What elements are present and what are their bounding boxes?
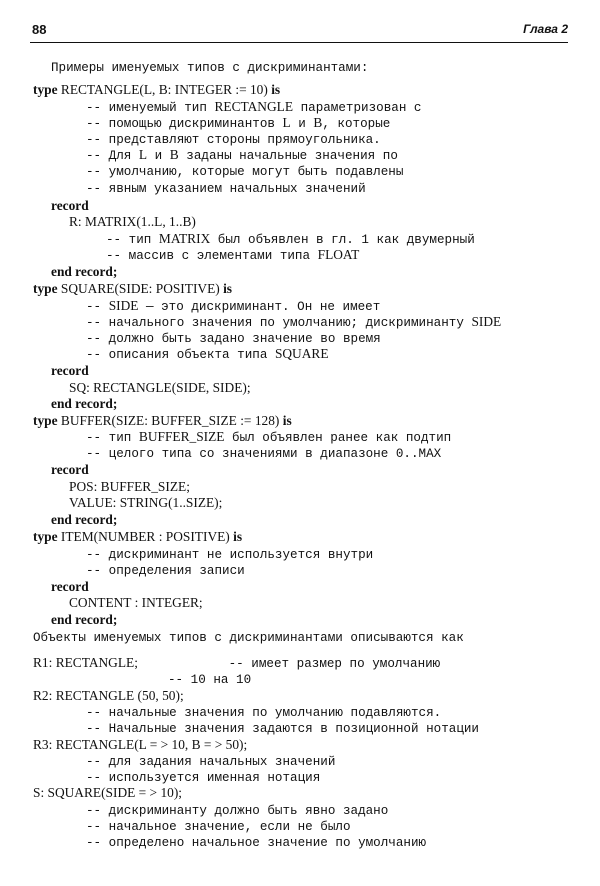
code-text: S: SQUARE(SIDE = > 10); (33, 785, 183, 800)
code-line (33, 738, 247, 751)
code-line (33, 786, 182, 799)
code-line (86, 803, 388, 818)
code-line (33, 689, 184, 702)
code-text: ITEM(NUMBER : POSITIVE) (57, 529, 234, 544)
comment-text: -- явным указанием начальных значений (86, 182, 366, 196)
code-text: R2: RECTANGLE (50, 50); (33, 688, 184, 703)
code-text: VALUE: STRING(1..SIZE); (69, 495, 223, 510)
comment-text: -- определения записи (86, 564, 245, 578)
code-line (33, 656, 440, 671)
comment-text: -- дискриминанту должно быть явно задано (86, 804, 389, 818)
code-line (86, 347, 329, 362)
keyword: is (223, 281, 233, 296)
page-number: 88 (32, 22, 47, 37)
comment-text: -- начальные значения по умолчанию подавляются. (86, 706, 442, 720)
comment-text: был объявлен ранее как подтип (224, 431, 452, 445)
keyword: record (51, 363, 89, 378)
code-line (51, 60, 368, 75)
code-text: B (313, 115, 323, 130)
code-text: BUFFER(SIZE: BUFFER_SIZE := 128) (57, 413, 283, 428)
code-text: R: MATRIX(1..L, 1..B) (69, 214, 196, 229)
comment-text: -- Начальные значения задаются в позиционной нотации (86, 722, 479, 736)
code-line (86, 148, 398, 163)
code-line (86, 315, 501, 330)
code-text: RECTANGLE(L, B: INTEGER := 10) (57, 82, 272, 97)
code-line (51, 364, 89, 377)
code-line (86, 116, 390, 131)
comment-text: параметризован с (293, 101, 422, 115)
code-line (86, 721, 479, 736)
code-text: L (138, 147, 148, 162)
code-line (86, 181, 366, 196)
keyword: record (51, 198, 89, 213)
keyword: end record; (51, 264, 118, 279)
code-text: SQUARE(SIDE: POSITIVE) (57, 281, 224, 296)
code-text: R3: RECTANGLE(L = > 10, B = > 50); (33, 737, 248, 752)
comment-text: -- для задания начальных значений (86, 755, 336, 769)
code-line (86, 430, 451, 445)
code-line (86, 770, 320, 785)
comment-text: -- помощью дискриминантов (86, 117, 283, 131)
keyword: record (51, 462, 89, 477)
comment-text: заданы начальные значения по (178, 149, 398, 163)
code-line (86, 446, 441, 461)
comment-text: , которые (322, 117, 391, 131)
keyword: record (51, 579, 89, 594)
code-text: CONTENT : INTEGER; (69, 595, 203, 610)
code-line (86, 331, 381, 346)
code-line (168, 672, 251, 687)
code-line (33, 83, 280, 96)
code-line (86, 299, 380, 314)
comment-text: Объекты именуемых типов с дискриминантами описываются как (33, 631, 464, 645)
comment-text: -- представляют стороны прямоугольника. (86, 133, 381, 147)
code-line (33, 530, 242, 543)
code-line (33, 414, 292, 427)
comment-text: был объявлен в гл. 1 как двумерный (210, 233, 475, 247)
comment-text: -- тип (106, 233, 159, 247)
code-line (51, 199, 89, 212)
comment-text: -- используется именная нотация (86, 771, 321, 785)
code-line (86, 563, 245, 578)
keyword: type (33, 82, 58, 97)
keyword: type (33, 413, 58, 428)
code-text: SQ: RECTANGLE(SIDE, SIDE); (69, 380, 251, 395)
code-text: SIDE (108, 298, 139, 313)
code-text: SQUARE (274, 346, 329, 361)
comment-text: -- целого типа со значениями в диапазоне 0..MAX (86, 447, 442, 461)
comment-text: -- тип (86, 431, 139, 445)
code-line (51, 463, 89, 476)
comment-text: и (147, 149, 170, 163)
code-line (86, 164, 403, 179)
chapter-label: Глава 2 (523, 22, 568, 36)
keyword: end record; (51, 512, 118, 527)
code-text: BUFFER_SIZE (138, 429, 225, 444)
code-line (33, 630, 464, 645)
code-text: POS: BUFFER_SIZE; (69, 479, 190, 494)
code-line (51, 397, 117, 410)
comment-text: -- массив с элементами типа (106, 249, 318, 263)
code-line (69, 215, 196, 228)
keyword: end record; (51, 612, 118, 627)
code-line (106, 248, 359, 263)
code-line (69, 381, 251, 394)
keyword: type (33, 529, 58, 544)
code-line (51, 513, 117, 526)
code-line (33, 282, 232, 295)
code-line (51, 265, 117, 278)
code-line (51, 580, 89, 593)
comment-text: -- должно быть задано значение во время (86, 332, 381, 346)
code-text: FLOAT (317, 247, 360, 262)
code-line (86, 547, 373, 562)
comment-text: и (290, 117, 314, 131)
comment-text: -- начального значения по умолчанию; дискриминанту (86, 316, 472, 330)
code-line (69, 480, 190, 493)
code-line (51, 613, 117, 626)
comment-text: -- определено начальное значение по умолчанию (86, 836, 427, 850)
keyword: is (271, 82, 281, 97)
comment-text: -- (86, 300, 109, 314)
comment-text: -- умолчанию, которые могут быть подавлены (86, 165, 404, 179)
code-text: SIDE (471, 314, 502, 329)
code-text: R1: RECTANGLE; (33, 655, 138, 670)
code-line (86, 705, 441, 720)
code-text: L (282, 115, 291, 130)
keyword: is (282, 413, 292, 428)
comment-text: -- дискриминант не используется внутри (86, 548, 374, 562)
keyword: end record; (51, 396, 118, 411)
code-line (106, 232, 475, 247)
code-text: MATRIX (158, 231, 211, 246)
code-line (69, 496, 222, 509)
comment-text: -- описания объекта типа (86, 348, 275, 362)
comment-text: Примеры именуемых типов с дискриминантами: (51, 61, 369, 75)
comment-text: -- 10 на 10 (168, 673, 252, 687)
code-line (86, 132, 381, 147)
code-text: B (169, 147, 179, 162)
comment-text: -- именуемый тип (86, 101, 215, 115)
code-line (86, 754, 335, 769)
code-line (86, 100, 422, 115)
code-line (86, 835, 426, 850)
code-text: RECTANGLE (214, 99, 294, 114)
code-line (69, 596, 203, 609)
comment-text: -- имеет размер по умолчанию (137, 657, 441, 671)
keyword: type (33, 281, 58, 296)
comment-text: — это дискриминант. Он не имеет (138, 300, 381, 314)
comment-text: -- начальное значение, если не было (86, 820, 351, 834)
comment-text: -- Для (86, 149, 139, 163)
keyword: is (233, 529, 243, 544)
code-line (86, 819, 351, 834)
